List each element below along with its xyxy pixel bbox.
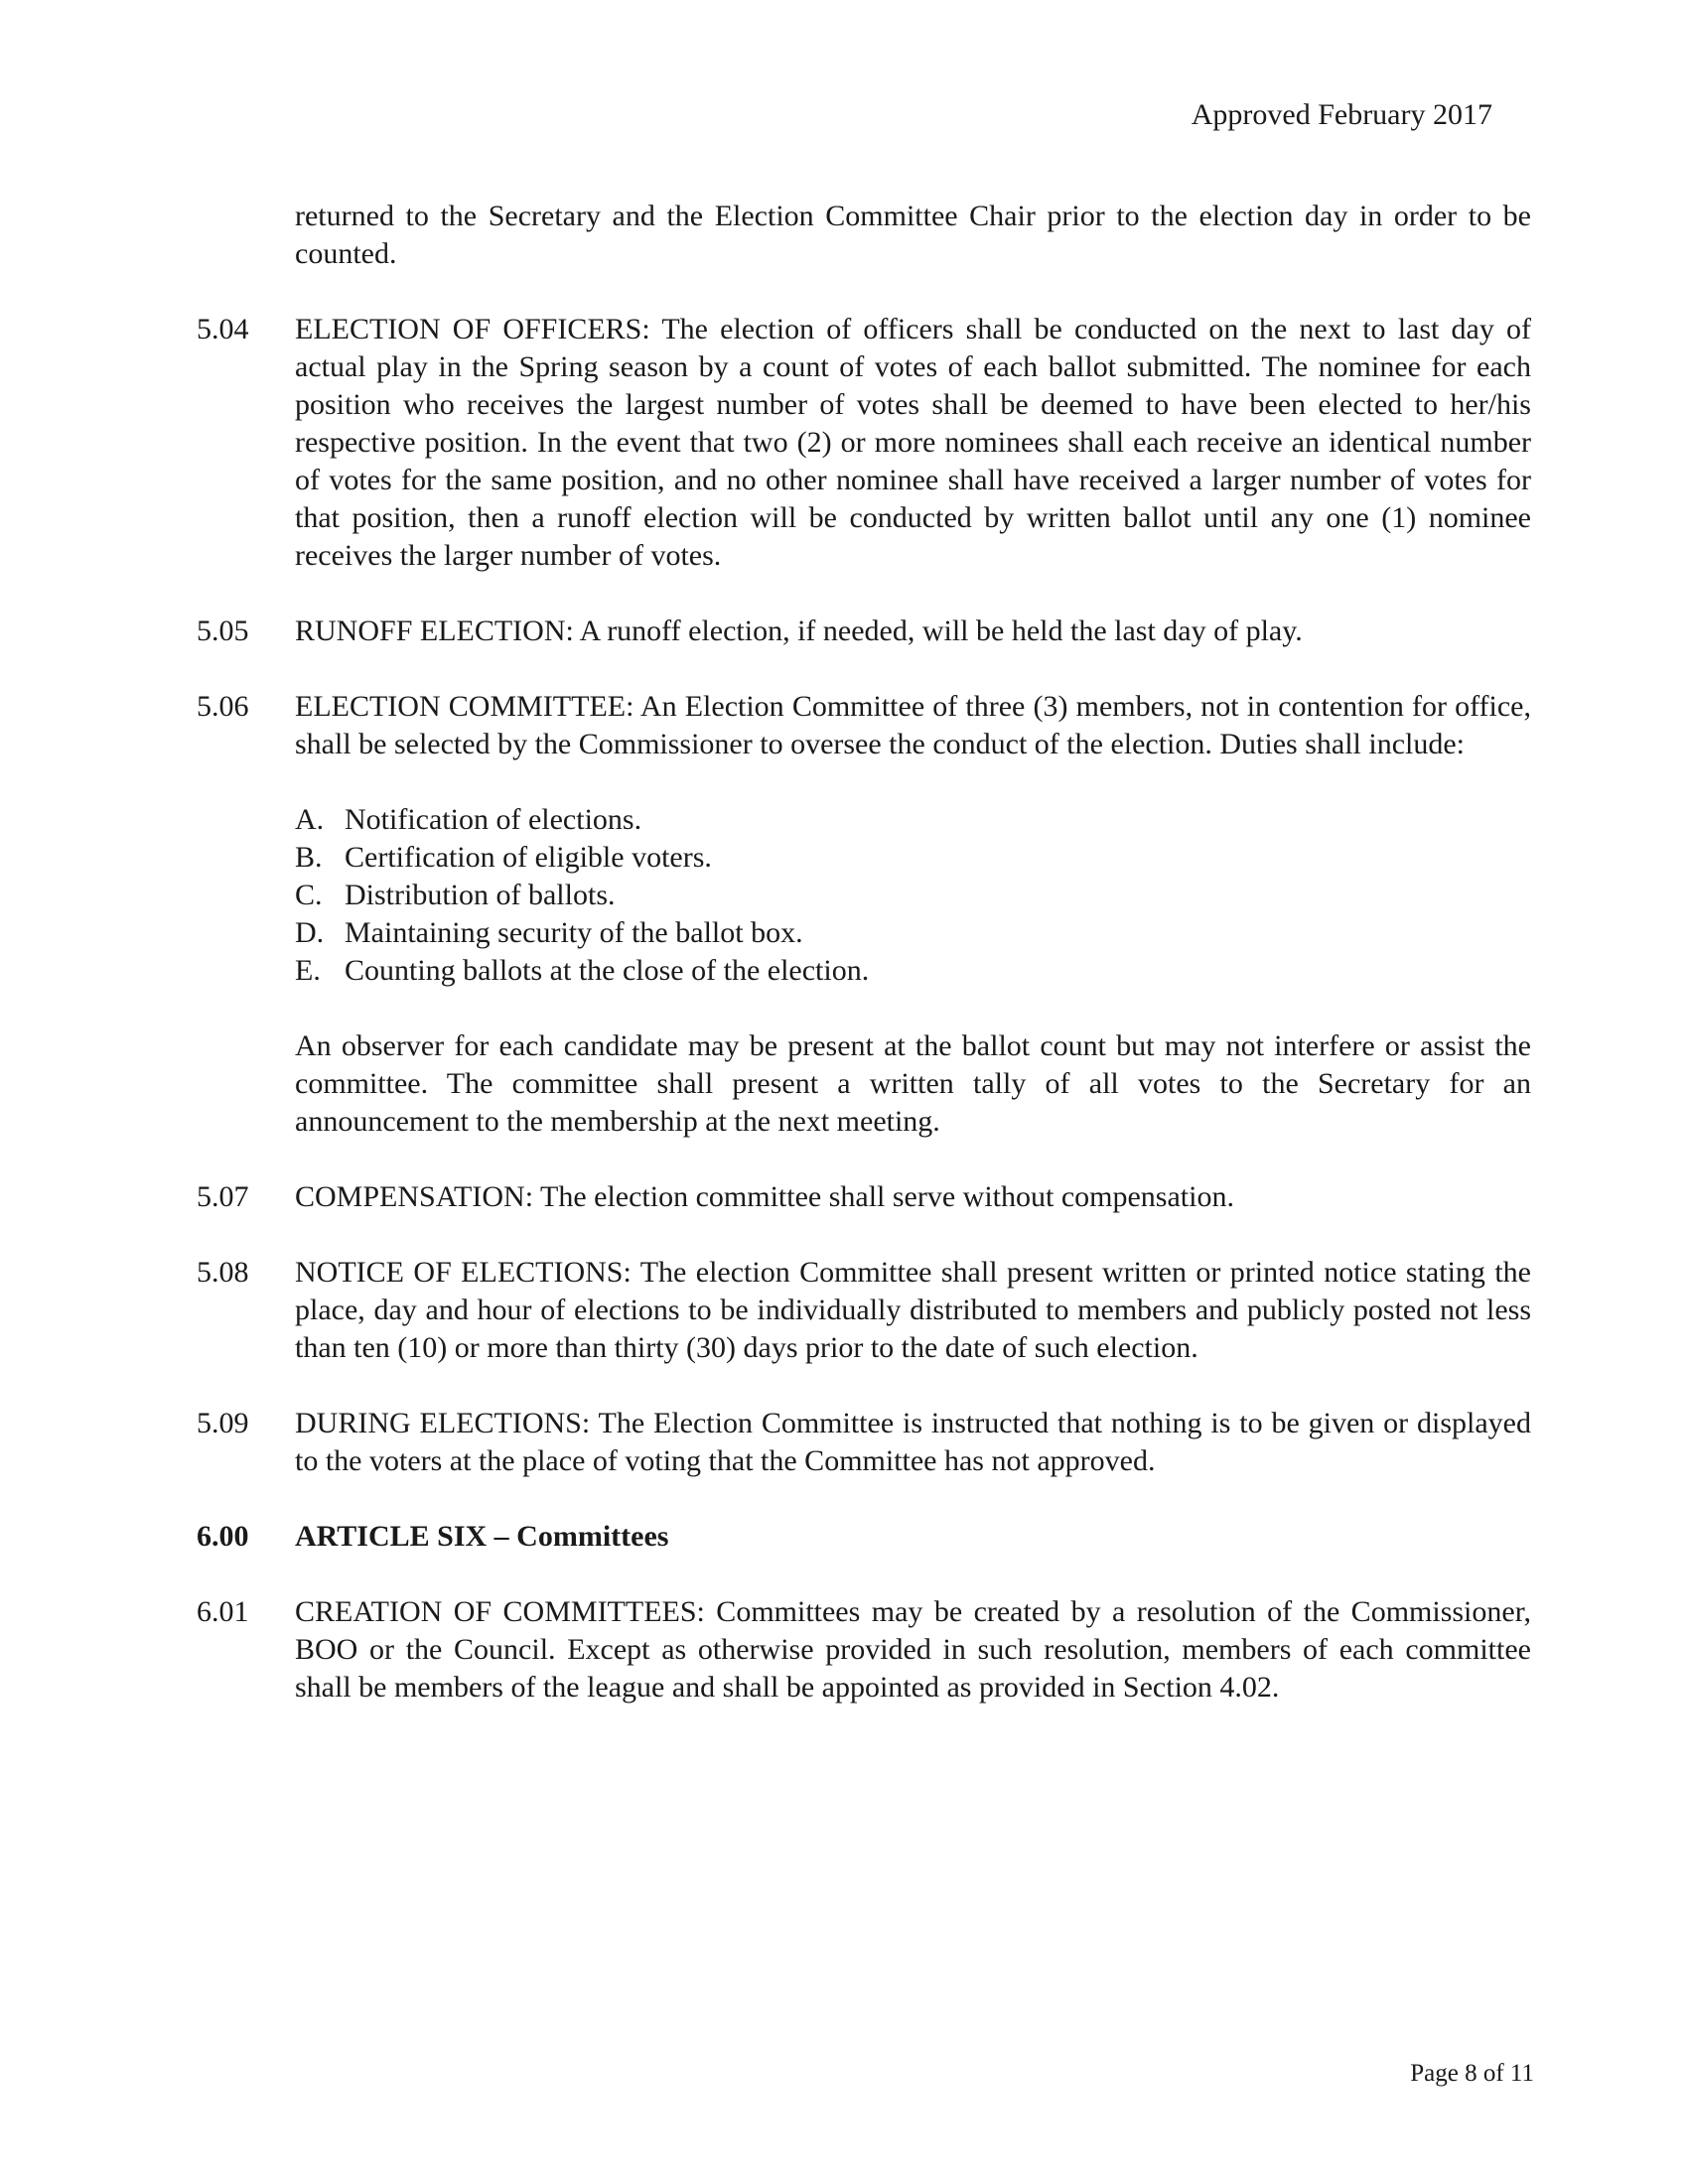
list-item xyxy=(295,839,1531,877)
article-six-heading xyxy=(197,1518,1531,1556)
article-title: ARTICLE SIX – Committees xyxy=(295,1520,669,1553)
list-item xyxy=(295,952,1531,990)
section-body xyxy=(295,688,1531,1141)
list-text: Counting ballots at the close of the election. xyxy=(345,954,870,987)
list-text: Certification of eligible voters. xyxy=(345,841,712,874)
section-text: ELECTION COMMITTEE: An Election Committee of three (3) members, not in contention for office, shall be selected by the Commissioner to oversee the conduct of the election. Duties shall include: xyxy=(295,690,1531,760)
section-number: 6.01 xyxy=(197,1595,249,1628)
list-item xyxy=(295,877,1531,914)
section-text: DURING ELECTIONS: The Election Committee is instructed that nothing is to be given or displayed to the voters at the place of voting that the Committee has not approved. xyxy=(295,1407,1531,1477)
list-letter: D. xyxy=(295,916,325,949)
page-content xyxy=(197,198,1531,1706)
section-6-01 xyxy=(197,1593,1531,1706)
section-text: ELECTION OF OFFICERS: The election of officers shall be conducted on the next to last day of actual play in the Spring season by a count of votes of each ballot submitted. The nominee for each position who receives the largest number of votes shall be deemed to have been elected to her/his respective position. In the event that two (2) or more nominees shall each receive an identical number of votes for the same position, and no other nominee shall have received a larger number of votes for that position, then a runoff election will be conducted by written ballot until any one (1) nominee receives the larger number of votes. xyxy=(295,313,1531,572)
section-5-06 xyxy=(197,688,1531,1141)
duties-list xyxy=(295,801,1531,990)
section-number: 5.07 xyxy=(197,1180,249,1213)
list-letter: A. xyxy=(295,803,325,836)
section-number: 5.04 xyxy=(197,313,249,345)
list-item xyxy=(295,801,1531,839)
section-number: 6.00 xyxy=(197,1520,249,1553)
observer-paragraph: An observer for each candidate may be present at the ballot count but may not interfere or assist the committee. The committee shall present a written tally of all votes to the Secretary for an announcement to the membership at the next meeting. xyxy=(295,1029,1531,1138)
section-5-04 xyxy=(197,311,1531,575)
approval-date-header: Approved February 2017 xyxy=(1191,98,1492,131)
list-letter: E. xyxy=(295,954,321,987)
list-item xyxy=(295,914,1531,952)
list-text: Notification of elections. xyxy=(345,803,642,836)
section-number: 5.05 xyxy=(197,614,249,647)
section-number: 5.08 xyxy=(197,1256,249,1289)
section-text: CREATION OF COMMITTEES: Committees may be created by a resolution of the Commissioner, BOO or the Council. Except as otherwise provided in such resolution, members of each committee shall be members of the league and shall be appointed as provided in Section 4.02. xyxy=(295,1595,1531,1704)
page-number: Page 8 of 11 xyxy=(1410,2060,1534,2087)
section-text: COMPENSATION: The election committee shall serve without compensation. xyxy=(295,1180,1234,1213)
section-5-07 xyxy=(197,1178,1531,1216)
section-number: 5.09 xyxy=(197,1407,249,1439)
section-number: 5.06 xyxy=(197,690,249,723)
list-text: Distribution of ballots. xyxy=(345,879,616,911)
list-letter: C. xyxy=(295,879,323,911)
section-5-05 xyxy=(197,613,1531,650)
continued-paragraph: returned to the Secretary and the Election Committee Chair prior to the election day in order to be counted. xyxy=(295,200,1531,270)
section-text: RUNOFF ELECTION: A runoff election, if needed, will be held the last day of play. xyxy=(295,614,1303,647)
section-text: NOTICE OF ELECTIONS: The election Committee shall present written or printed notice stating the place, day and hour of elections to be individually distributed to members and publicly posted not less than ten (10) or more than thirty (30) days prior to the date of such election. xyxy=(295,1256,1531,1364)
section-5-08 xyxy=(197,1254,1531,1367)
section-5-09 xyxy=(197,1405,1531,1480)
list-letter: B. xyxy=(295,841,323,874)
list-text: Maintaining security of the ballot box. xyxy=(345,916,803,949)
